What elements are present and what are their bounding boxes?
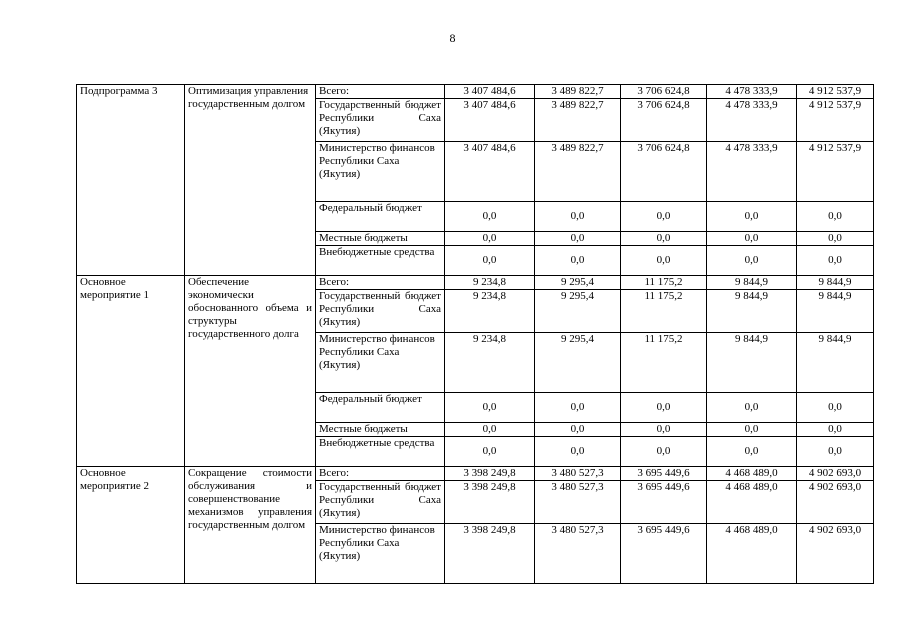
value-cell: 4 468 489,0 bbox=[707, 467, 797, 481]
value-cell: 0,0 bbox=[797, 202, 874, 232]
source-cell: Министерство финансов Республики Саха (Якутия) bbox=[316, 142, 445, 202]
value-cell: 3 706 624,8 bbox=[621, 99, 707, 142]
value-cell: 4 902 693,0 bbox=[797, 481, 874, 524]
value-cell: 0,0 bbox=[535, 246, 621, 276]
value-cell: 4 478 333,9 bbox=[707, 99, 797, 142]
value-cell: 0,0 bbox=[535, 202, 621, 232]
value-cell: 4 912 537,9 bbox=[797, 142, 874, 202]
value-cell: 3 489 822,7 bbox=[535, 85, 621, 99]
value-cell: 0,0 bbox=[707, 437, 797, 467]
value-cell: 0,0 bbox=[707, 393, 797, 423]
source-cell: Федеральный бюджет bbox=[316, 393, 445, 423]
value-cell: 0,0 bbox=[445, 232, 535, 246]
program-name-cell: Обеспечение экономически обоснованного объема и структуры государственного долга bbox=[185, 276, 316, 467]
source-cell: Государственный бюджет Республики Саха (Якутия) bbox=[316, 99, 445, 142]
table-row bbox=[77, 467, 874, 481]
source-cell: Государственный бюджет Республики Саха (Якутия) bbox=[316, 481, 445, 524]
value-cell: 0,0 bbox=[535, 232, 621, 246]
value-cell: 9 295,4 bbox=[535, 276, 621, 290]
value-cell: 0,0 bbox=[445, 393, 535, 423]
value-cell: 3 398 249,8 bbox=[445, 467, 535, 481]
value-cell: 4 478 333,9 bbox=[707, 142, 797, 202]
source-cell: Внебюджетные средства bbox=[316, 437, 445, 467]
value-cell: 3 398 249,8 bbox=[445, 481, 535, 524]
value-cell: 9 844,9 bbox=[797, 290, 874, 333]
source-cell: Федеральный бюджет bbox=[316, 202, 445, 232]
value-cell: 0,0 bbox=[707, 202, 797, 232]
value-cell: 3 489 822,7 bbox=[535, 142, 621, 202]
value-cell: 3 398 249,8 bbox=[445, 524, 535, 584]
value-cell: 3 695 449,6 bbox=[621, 481, 707, 524]
value-cell: 4 902 693,0 bbox=[797, 467, 874, 481]
value-cell: 0,0 bbox=[445, 437, 535, 467]
value-cell: 0,0 bbox=[707, 246, 797, 276]
program-cell: Подпрограмма 3 bbox=[77, 85, 185, 276]
value-cell: 0,0 bbox=[535, 437, 621, 467]
value-cell: 3 695 449,6 bbox=[621, 524, 707, 584]
value-cell: 3 480 527,3 bbox=[535, 467, 621, 481]
source-cell: Министерство финансов Республики Саха (Якутия) bbox=[316, 333, 445, 393]
value-cell: 0,0 bbox=[621, 393, 707, 423]
value-cell: 3 489 822,7 bbox=[535, 99, 621, 142]
value-cell: 0,0 bbox=[445, 423, 535, 437]
source-cell: Всего: bbox=[316, 467, 445, 481]
value-cell: 0,0 bbox=[621, 246, 707, 276]
program-cell: Основное мероприятие 1 bbox=[77, 276, 185, 467]
value-cell: 11 175,2 bbox=[621, 276, 707, 290]
program-cell: Основное мероприятие 2 bbox=[77, 467, 185, 584]
value-cell: 9 234,8 bbox=[445, 276, 535, 290]
table-row bbox=[77, 276, 874, 290]
value-cell: 3 407 484,6 bbox=[445, 85, 535, 99]
value-cell: 9 234,8 bbox=[445, 333, 535, 393]
value-cell: 0,0 bbox=[797, 423, 874, 437]
value-cell: 4 912 537,9 bbox=[797, 85, 874, 99]
value-cell: 0,0 bbox=[535, 423, 621, 437]
table-row bbox=[77, 85, 874, 99]
value-cell: 4 902 693,0 bbox=[797, 524, 874, 584]
value-cell: 4 912 537,9 bbox=[797, 99, 874, 142]
value-cell: 9 844,9 bbox=[797, 276, 874, 290]
value-cell: 0,0 bbox=[621, 232, 707, 246]
value-cell: 0,0 bbox=[445, 246, 535, 276]
source-cell: Государственный бюджет Республики Саха (Якутия) bbox=[316, 290, 445, 333]
value-cell: 11 175,2 bbox=[621, 290, 707, 333]
value-cell: 9 234,8 bbox=[445, 290, 535, 333]
value-cell: 9 844,9 bbox=[707, 276, 797, 290]
value-cell: 11 175,2 bbox=[621, 333, 707, 393]
value-cell: 0,0 bbox=[797, 232, 874, 246]
value-cell: 0,0 bbox=[707, 232, 797, 246]
source-cell: Всего: bbox=[316, 85, 445, 99]
value-cell: 3 480 527,3 bbox=[535, 481, 621, 524]
value-cell: 3 706 624,8 bbox=[621, 142, 707, 202]
program-name-cell: Сокращение стоимости обслуживания и совершенствование механизмов управления государственным долгом bbox=[185, 467, 316, 584]
value-cell: 0,0 bbox=[445, 202, 535, 232]
value-cell: 9 844,9 bbox=[797, 333, 874, 393]
page-number: 8 bbox=[449, 31, 456, 45]
value-cell: 3 407 484,6 bbox=[445, 142, 535, 202]
value-cell: 0,0 bbox=[797, 393, 874, 423]
value-cell: 0,0 bbox=[621, 423, 707, 437]
value-cell: 3 706 624,8 bbox=[621, 85, 707, 99]
value-cell: 0,0 bbox=[707, 423, 797, 437]
value-cell: 9 295,4 bbox=[535, 290, 621, 333]
value-cell: 3 480 527,3 bbox=[535, 524, 621, 584]
value-cell: 9 844,9 bbox=[707, 290, 797, 333]
source-cell: Внебюджетные средства bbox=[316, 246, 445, 276]
budget-table bbox=[76, 84, 874, 584]
program-name-cell: Оптимизация управления государственным долгом bbox=[185, 85, 316, 276]
value-cell: 3 407 484,6 bbox=[445, 99, 535, 142]
value-cell: 9 844,9 bbox=[707, 333, 797, 393]
source-cell: Местные бюджеты bbox=[316, 423, 445, 437]
value-cell: 0,0 bbox=[621, 202, 707, 232]
value-cell: 0,0 bbox=[797, 246, 874, 276]
value-cell: 4 468 489,0 bbox=[707, 524, 797, 584]
value-cell: 0,0 bbox=[535, 393, 621, 423]
source-cell: Местные бюджеты bbox=[316, 232, 445, 246]
value-cell: 4 468 489,0 bbox=[707, 481, 797, 524]
value-cell: 3 695 449,6 bbox=[621, 467, 707, 481]
value-cell: 4 478 333,9 bbox=[707, 85, 797, 99]
source-cell: Всего: bbox=[316, 276, 445, 290]
value-cell: 0,0 bbox=[621, 437, 707, 467]
value-cell: 0,0 bbox=[797, 437, 874, 467]
source-cell: Министерство финансов Республики Саха (Якутия) bbox=[316, 524, 445, 584]
value-cell: 9 295,4 bbox=[535, 333, 621, 393]
